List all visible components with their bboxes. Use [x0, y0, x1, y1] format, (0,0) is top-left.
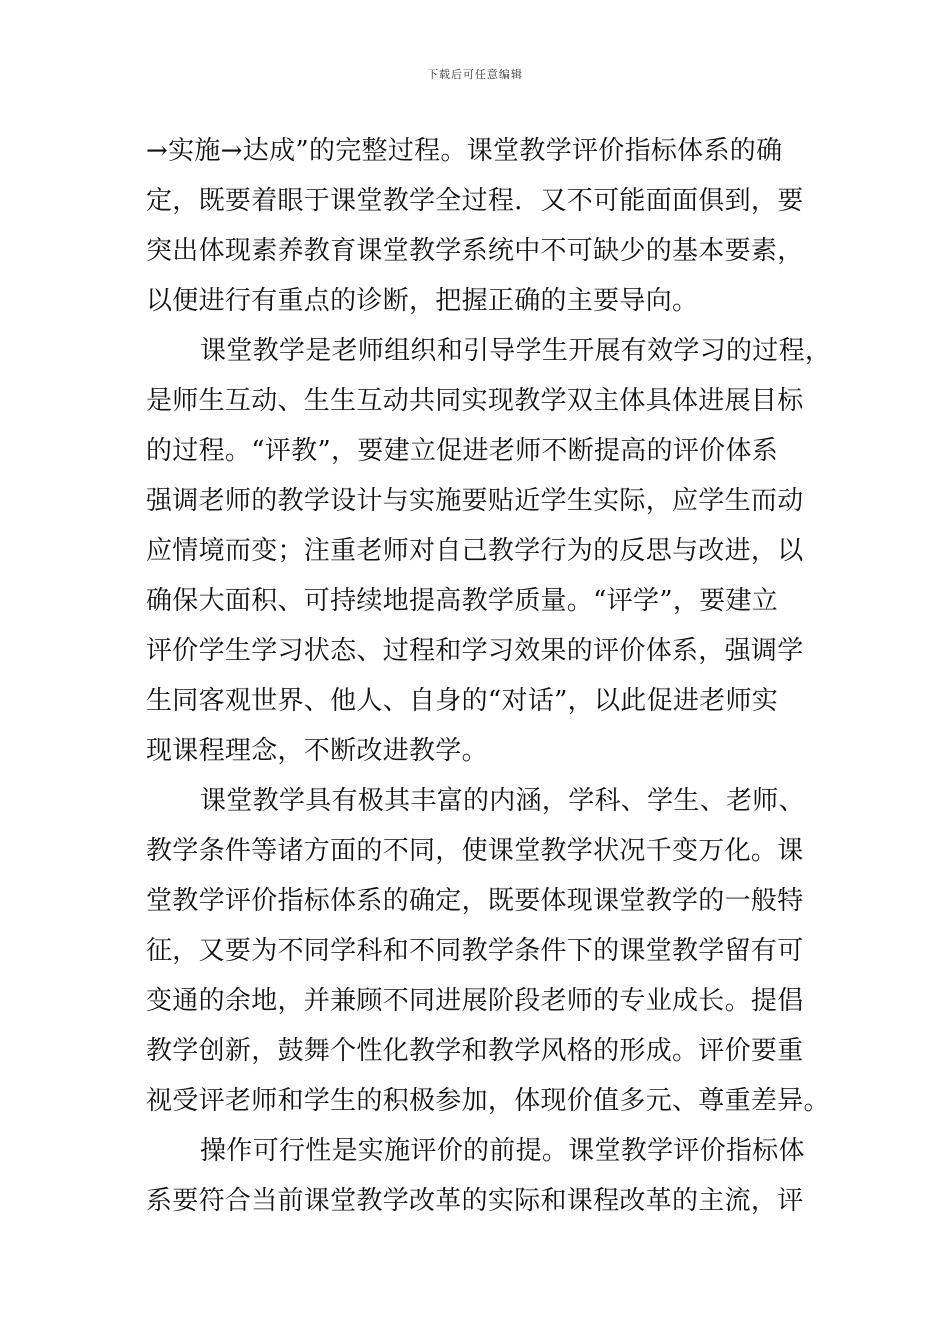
text-line: 应情境而变；注重老师对自己教学行为的反思与改进，以	[146, 536, 804, 566]
text-line: 评价学生学习状态、过程和学习效果的评价体系，强调学	[146, 636, 804, 666]
text-line: 确保大面积、可持续地提高教学质量。“评学”，要建立	[146, 586, 779, 616]
text-line: 现课程理念，不断改进教学。	[146, 736, 488, 766]
text-line: 的过程。“评教”，要建立促进老师不断提高的评价体系	[146, 436, 779, 466]
text-line: 生同客观世界、他人、自身的“对话”，以此促进老师实	[146, 686, 779, 716]
document-body	[146, 126, 832, 1226]
page-header: 下载后可任意编辑	[427, 68, 523, 81]
text-line: 课堂教学是老师组织和引导学生开展有效学习的过程，	[200, 336, 832, 366]
text-line: 视受评老师和学生的积极参加，体现价值多元、尊重差异。	[146, 1086, 830, 1116]
paragraph	[146, 326, 832, 776]
text-line: 堂教学评价指标体系的确定，既要体现课堂教学的一般特	[146, 886, 804, 916]
text-line: 突出体现素养教育课堂教学系统中不可缺少的基本要素，	[146, 236, 804, 266]
text-line: →实施→达成”的完整过程。课堂教学评价指标体系的确	[146, 136, 783, 166]
paragraph	[146, 776, 830, 1126]
text-line: 变通的余地，并兼顾不同进展阶段老师的专业成长。提倡	[146, 986, 804, 1016]
text-line: 教学创新，鼓舞个性化教学和教学风格的形成。评价要重	[146, 1036, 804, 1066]
text-line: 是师生互动、生生互动共同实现教学双主体具体进展目标	[146, 386, 804, 416]
text-line: 系要符合当前课堂教学改革的实际和课程改革的主流，评	[146, 1186, 804, 1216]
text-line: 操作可行性是实施评价的前提。课堂教学评价指标体	[200, 1136, 805, 1166]
paragraph	[146, 1126, 826, 1226]
text-line: 教学条件等诸方面的不同，使课堂教学状况千变万化。课	[146, 836, 804, 866]
text-line: 征，又要为不同学科和不同教学条件下的课堂教学留有可	[146, 936, 804, 966]
paragraph	[146, 126, 826, 326]
text-line: 定，既要着眼于课堂教学全过程．又不可能面面俱到，要	[146, 186, 804, 216]
text-line: 以便进行有重点的诊断，把握正确的主要导向。	[146, 286, 699, 316]
text-line: 强调老师的教学设计与实施要贴近学生实际，应学生而动	[146, 486, 804, 516]
text-line: 课堂教学具有极其丰富的内涵，学科、学生、老师、	[200, 786, 805, 816]
